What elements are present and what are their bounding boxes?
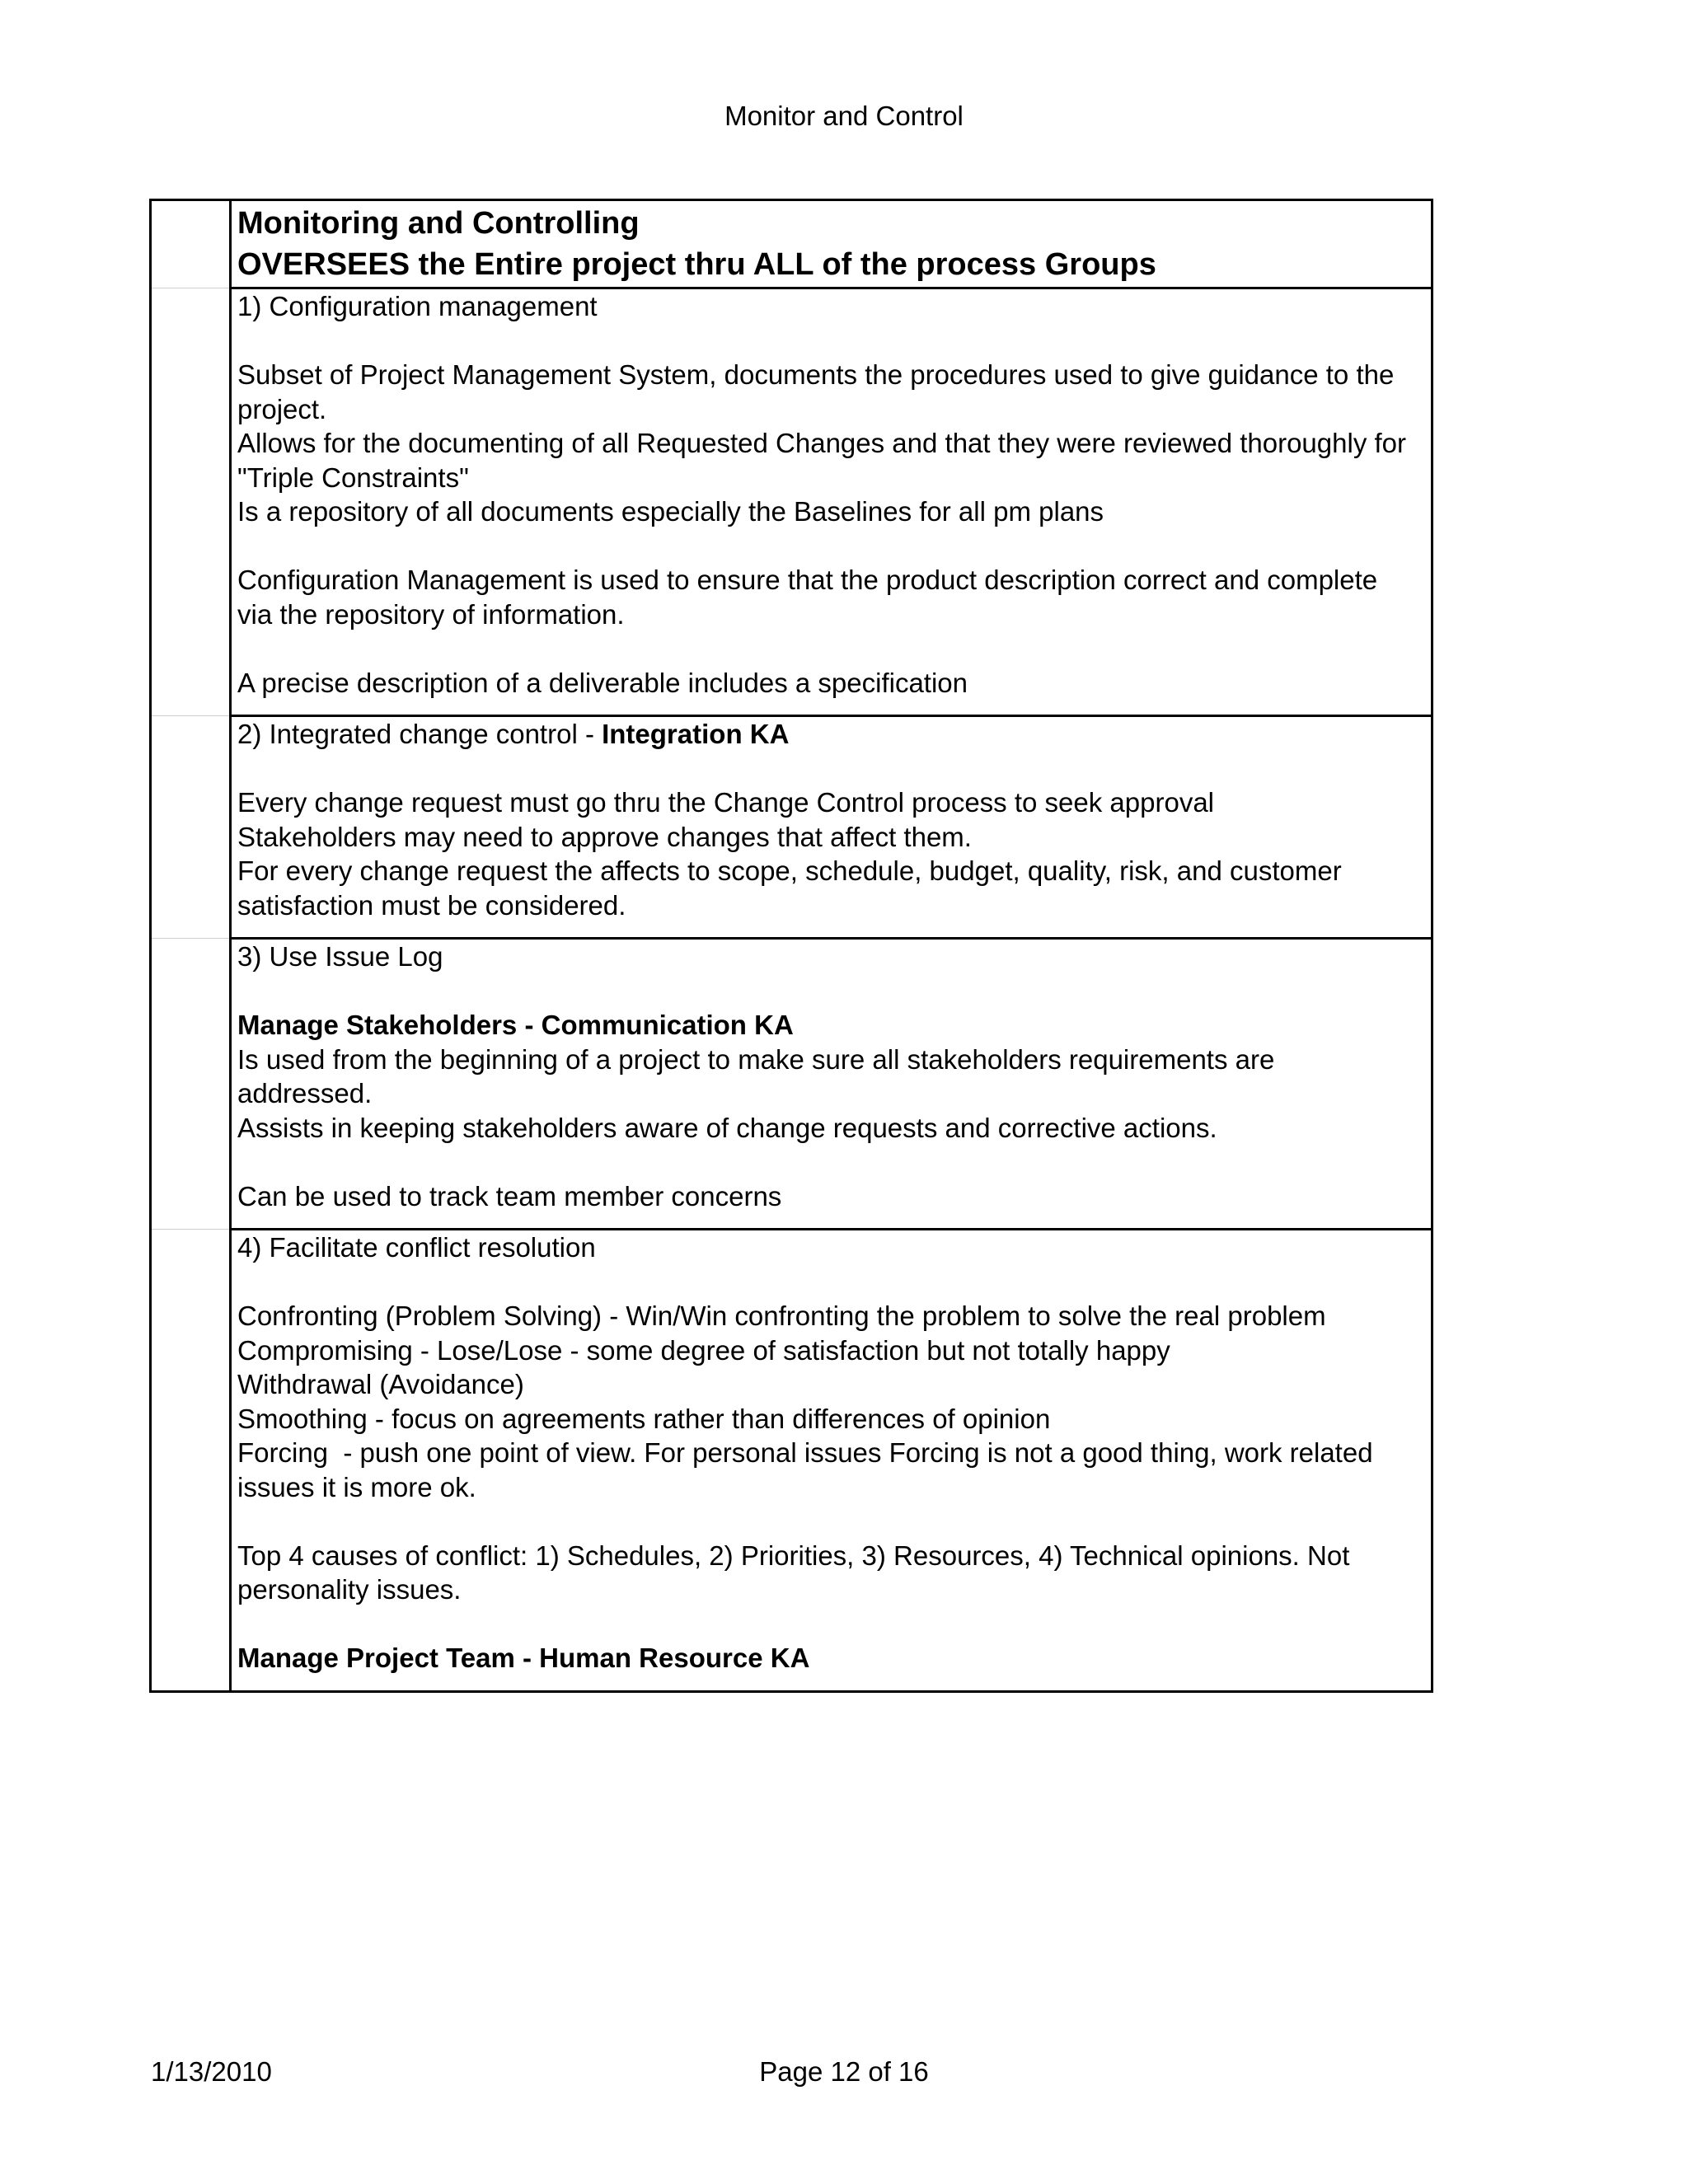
table-row-integrated-change-control	[151, 716, 1432, 939]
text-line: Allows for the documenting of all Requested Changes and that they were reviewed thoroughly for	[237, 428, 1407, 458]
text-line: via the repository of information.	[237, 598, 625, 630]
text-line: 1) Configuration management	[237, 291, 598, 321]
text-line: Compromising - Lose/Lose - some degree of satisfaction but not totally happy	[237, 1334, 1170, 1366]
blank-line	[237, 1265, 1423, 1300]
text-line: Forcing - push one point of view. For personal issues Forcing is not a good thing, work related	[237, 1437, 1373, 1468]
text-line: satisfaction must be considered.	[237, 889, 626, 921]
text-line: Is a repository of all documents especially the Baselines for all pm plans	[237, 496, 1104, 527]
heading-line-2: OVERSEES the Entire project thru ALL of the process Groups	[237, 247, 1156, 282]
text-line: "Triple Constraints"	[237, 462, 469, 493]
page-header-title: Monitor and Control	[724, 101, 964, 131]
footer-date: 1/13/2010	[151, 2056, 272, 2087]
blank-line	[237, 1145, 1423, 1179]
row-marker-cell	[151, 200, 231, 288]
blank-line	[237, 752, 1423, 786]
section-integrated-change-control	[231, 716, 1432, 939]
text-line: 3) Use Issue Log	[237, 941, 443, 972]
text-line: Stakeholders may need to approve changes that affect them.	[237, 821, 972, 852]
text-line: Smoothing - focus on agreements rather than differences of opinion	[237, 1403, 1051, 1434]
text-line: A precise description of a deliverable includes a specification	[237, 667, 968, 698]
row-marker-cell	[151, 716, 231, 939]
section-issue-log	[231, 939, 1432, 1230]
section-title-ka: Integration KA	[602, 719, 790, 749]
section-title	[237, 717, 1423, 752]
text-line: Confronting (Problem Solving) - Win/Win confronting the problem to solve the real problem	[237, 1301, 1326, 1331]
text-line: issues it is more ok.	[237, 1471, 476, 1502]
text-line: personality issues.	[237, 1574, 462, 1605]
text-line: Subset of Project Management System, documents the procedures used to give guidance to the	[237, 359, 1395, 390]
blank-line	[237, 1607, 1423, 1642]
blank-line	[237, 631, 1423, 666]
section-bold-line: Manage Project Team - Human Resource KA	[237, 1643, 810, 1673]
section-conflict-resolution	[231, 1230, 1432, 1692]
table-row-conflict-resolution	[151, 1230, 1432, 1692]
text-line: Is used from the beginning of a project to make sure all stakeholders requirements are	[237, 1043, 1275, 1075]
blank-line	[237, 324, 1423, 359]
text-line: Assists in keeping stakeholders aware of change requests and corrective actions.	[237, 1112, 1217, 1143]
text-line: 4) Facilitate conflict resolution	[237, 1232, 596, 1263]
text-line: For every change request the affects to scope, schedule, budget, quality, risk, and customer	[237, 855, 1342, 886]
table-heading-cell	[231, 200, 1432, 288]
content-table	[149, 199, 1433, 1693]
blank-line	[237, 529, 1423, 564]
section-bold-line: Manage Stakeholders - Communication KA	[237, 1010, 794, 1040]
text-line: Every change request must go thru the Change Control process to seek approval	[237, 787, 1215, 818]
text-line: Withdrawal (Avoidance)	[237, 1369, 524, 1399]
table-row-heading	[151, 200, 1432, 288]
blank-line	[237, 1504, 1423, 1539]
row-marker-cell	[151, 1230, 231, 1692]
text-line: Configuration Management is used to ensure that the product description correct and complete	[237, 565, 1378, 595]
row-marker-cell	[151, 939, 231, 1230]
text-line: Top 4 causes of conflict: 1) Schedules, 2) Priorities, 3) Resources, 4) Technical opinions. Not	[237, 1540, 1350, 1571]
section-configuration-management	[231, 288, 1432, 716]
text-line: project.	[237, 393, 327, 424]
section-title-prefix: 2) Integrated change control -	[237, 719, 603, 749]
row-marker-cell	[151, 288, 231, 716]
table-row-configuration-management	[151, 288, 1432, 716]
heading-line-1: Monitoring and Controlling	[237, 206, 640, 241]
footer-page-number: Page 12 of 16	[759, 2056, 929, 2087]
blank-line	[237, 974, 1423, 1009]
table-row-issue-log	[151, 939, 1432, 1230]
text-line: Can be used to track team member concerns	[237, 1180, 782, 1212]
text-line: addressed.	[237, 1078, 373, 1108]
